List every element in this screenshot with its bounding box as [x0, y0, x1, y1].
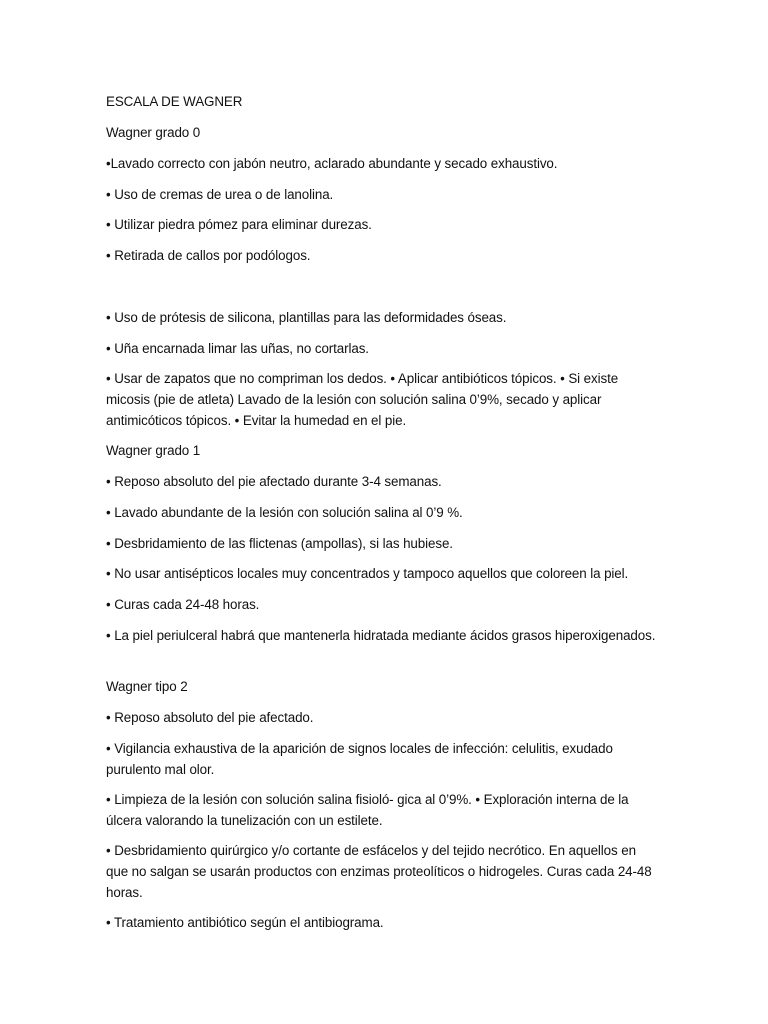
list-item: • Curas cada 24-48 horas. [106, 597, 260, 612]
list-item: • Reposo absoluto del pie afectado. [106, 710, 314, 725]
list-item: •Lavado correcto con jabón neutro, aclarado abundante y secado exhaustivo. [106, 156, 558, 171]
list-item: • No usar antisépticos locales muy concentrados y tampoco aquellos que coloreen la piel. [106, 566, 629, 581]
list-item: • Vigilancia exhaustiva de la aparición de signos locales de infección: celulitis, exudado purulento mal olor. [106, 741, 613, 777]
list-item: • Uso de cremas de urea o de lanolina. [106, 187, 334, 202]
list-item: • Desbridamiento de las flictenas (ampollas), si las hubiese. [106, 536, 453, 551]
list-item: • Desbridamiento quirúrgico y/o cortante de esfácelos y del tejido necrótico. En aquellos en que no salgan se usarán productos con enzimas proteolíticos o hidrogeles. Curas cada 24-48 horas. [106, 843, 652, 900]
list-item: • Uña encarnada limar las uñas, no cortarlas. [106, 341, 369, 356]
list-item: • Lavado abundante de la lesión con solución salina al 0’9 %. [106, 505, 463, 520]
list-item: • Retirada de callos por podólogos. [106, 248, 311, 263]
list-item: • Limpieza de la lesión con solución salina fisioló- gica al 0’9%. • Exploración interna de la úlcera valorando la tunelización con un estilete. [106, 792, 629, 828]
document-title: ESCALA DE WAGNER [106, 94, 243, 109]
list-item: • Tratamiento antibiótico según el antibiograma. [106, 915, 384, 930]
section-heading-grade-0: Wagner grado 0 [106, 125, 201, 140]
list-item: • Utilizar piedra pómez para eliminar durezas. [106, 217, 372, 232]
list-item: • Reposo absoluto del pie afectado durante 3-4 semanas. [106, 474, 442, 489]
list-item: • La piel periulceral habrá que mantenerla hidratada mediante ácidos grasos hiperoxigenados. [106, 628, 656, 643]
list-item: • Usar de zapatos que no compriman los dedos. • Aplicar antibióticos tópicos. • Si existe micosis (pie de atleta) Lavado de la lesión con solución salina 0’9%, secado y aplicar antimicóticos tópicos. • Evitar la humedad en el pie. [106, 371, 619, 428]
section-heading-grade-2: Wagner tipo 2 [106, 679, 188, 694]
list-item: • Uso de prótesis de silicona, plantillas para las deformidades óseas. [106, 310, 507, 325]
section-heading-grade-1: Wagner grado 1 [106, 443, 201, 458]
